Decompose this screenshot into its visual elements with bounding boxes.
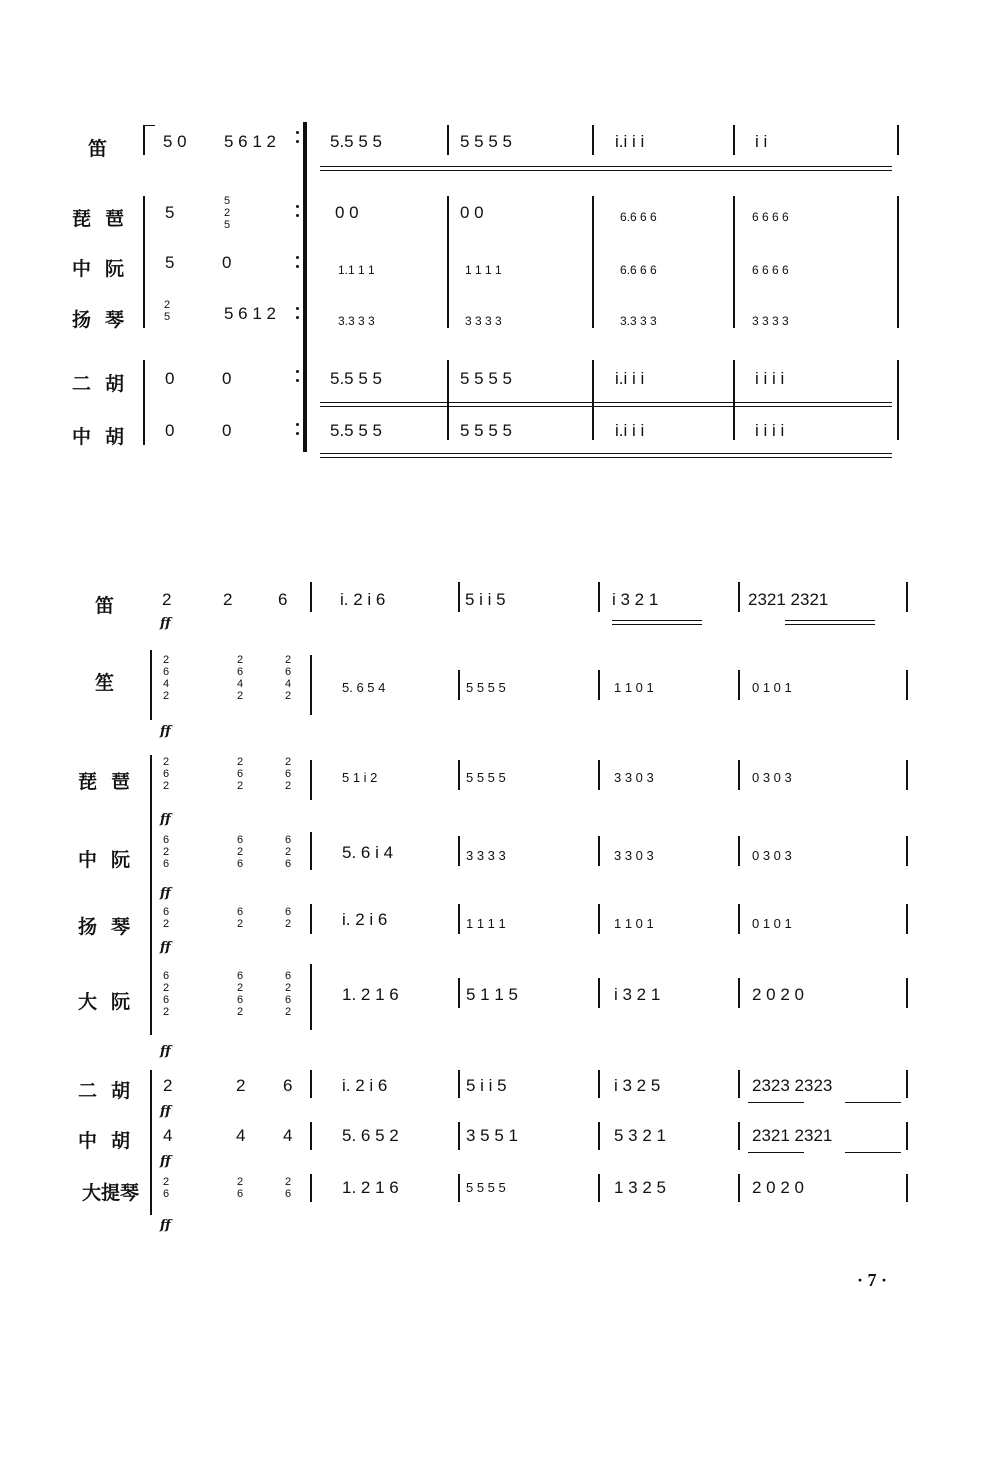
lead-chord: 2 6 <box>236 1176 244 1200</box>
barline <box>310 1070 312 1098</box>
lead-note: 5 <box>165 253 175 272</box>
lead-chord: 6 2 <box>284 906 292 930</box>
barline <box>310 655 312 715</box>
group-bracket <box>143 360 145 445</box>
barline <box>906 978 908 1008</box>
lead-chord: 5 2 5 <box>223 195 231 231</box>
repeat-dots <box>296 307 299 319</box>
barline <box>906 836 908 866</box>
repeat-dots <box>296 205 299 217</box>
measure-notes: 6.6 6 6 <box>620 210 657 224</box>
measure-notes: 6 6 6 6 <box>752 210 789 224</box>
crescendo-line <box>320 170 892 171</box>
barline <box>310 1174 312 1202</box>
measure-notes: i.i i i <box>615 132 645 151</box>
barline <box>310 964 312 1030</box>
barline <box>458 582 460 612</box>
barline <box>310 1122 312 1150</box>
measure-notes: 0 0 <box>335 203 359 222</box>
dynamic-marking: ff <box>160 812 171 827</box>
lead-chord: 6 2 6 <box>236 834 244 870</box>
measure-notes: 6 6 6 6 <box>752 263 789 277</box>
lead-note: 5 6 1 2 <box>224 304 276 323</box>
barline <box>598 1122 600 1150</box>
barline <box>906 760 908 790</box>
instrument-label: 大提琴 <box>82 1182 140 1204</box>
barline <box>458 1174 460 1202</box>
beam-line <box>612 624 702 625</box>
measure-notes: 3 3 3 3 <box>466 848 506 863</box>
barline <box>458 1070 460 1098</box>
barline <box>592 125 594 155</box>
barline <box>598 1174 600 1202</box>
measure-notes: 5 5 5 5 <box>460 369 512 388</box>
lead-note: 0 <box>165 421 175 440</box>
barline <box>738 1122 740 1150</box>
barline <box>310 904 312 934</box>
measure-notes: 1 1 1 1 <box>466 916 506 931</box>
instrument-label: 笙 <box>95 672 129 694</box>
repeat-dots <box>296 131 299 143</box>
measure-notes: 3.3 3 3 <box>338 314 375 328</box>
measure-notes: 5 1 1 5 <box>466 985 518 1004</box>
measure-notes: 5 1 i 2 <box>342 770 378 785</box>
lead-chord: 2 6 2 <box>284 756 292 792</box>
measure-notes: 6.6 6 6 <box>620 263 657 277</box>
barline <box>458 978 460 1008</box>
lead-chord: 6 2 6 2 <box>284 970 292 1018</box>
measure-notes: 1 1 0 1 <box>614 916 654 931</box>
measure-notes: 5.5 5 5 <box>330 369 382 388</box>
barline <box>447 360 449 440</box>
barline <box>738 760 740 790</box>
lead-note: 0 <box>222 421 232 440</box>
measure-notes: 0 1 0 1 <box>752 680 792 695</box>
measure-notes: 3.3 3 3 <box>620 314 657 328</box>
measure-notes: 5 5 5 5 <box>466 770 506 785</box>
measure-notes: 0 3 0 3 <box>752 848 792 863</box>
group-bracket <box>150 650 152 720</box>
barline <box>458 836 460 866</box>
instrument-label: 中胡 <box>78 1130 145 1152</box>
beam-line <box>785 624 875 625</box>
group-bracket <box>143 196 145 328</box>
barline <box>447 125 449 155</box>
beam-line <box>748 1152 804 1153</box>
barline <box>738 582 740 612</box>
lead-note: 4 <box>163 1126 173 1145</box>
lead-chord: 6 2 6 2 <box>162 970 170 1018</box>
lead-note: 0 <box>222 253 232 272</box>
dynamic-marking: ff <box>160 886 171 901</box>
beam-line <box>845 1152 901 1153</box>
barline <box>598 582 600 612</box>
lead-note: 2 <box>236 1076 246 1095</box>
measure-notes: 3 5 5 1 <box>466 1126 518 1145</box>
measure-notes: 3 3 0 3 <box>614 770 654 785</box>
lead-chord: 2 6 <box>162 1176 170 1200</box>
measure-notes: 5 5 5 5 <box>460 421 512 440</box>
lead-note: 0 <box>222 369 232 388</box>
barline <box>906 1122 908 1150</box>
beam-line <box>845 1102 901 1103</box>
dynamic-marking: ff <box>160 1044 171 1059</box>
dynamic-marking: ff <box>160 1104 171 1119</box>
measure-notes: 1.1 1 1 <box>338 263 375 277</box>
measure-notes: 2323 2323 <box>752 1076 833 1095</box>
barline <box>906 904 908 934</box>
barline <box>310 832 312 870</box>
beam-line <box>748 1102 804 1103</box>
measure-notes: 5 5 5 5 <box>466 680 506 695</box>
measure-notes: 5.5 5 5 <box>330 421 382 440</box>
measure-notes: 2321 2321 <box>748 590 829 609</box>
barline <box>458 670 460 700</box>
barline <box>738 670 740 700</box>
barline <box>310 760 312 800</box>
barline <box>897 196 899 328</box>
lead-note: 0 <box>165 369 175 388</box>
measure-notes: 2 0 2 0 <box>752 985 804 1004</box>
measure-notes: i. 2 i 6 <box>340 590 386 609</box>
measure-notes: 1 1 1 1 <box>465 263 502 277</box>
lead-note: 4 <box>283 1126 293 1145</box>
measure-notes: i.i i i <box>615 421 645 440</box>
barline <box>733 196 735 328</box>
repeat-dots <box>296 423 299 435</box>
measure-notes: 5. 6 5 2 <box>342 1126 399 1145</box>
beam-line <box>612 620 702 621</box>
measure-notes: 1 1 0 1 <box>614 680 654 695</box>
lead-chord: 6 2 <box>162 906 170 930</box>
instrument-label: 中阮 <box>78 849 145 871</box>
measure-notes: i 3 2 1 <box>612 590 659 609</box>
lead-note: 4 <box>236 1126 246 1145</box>
lead-chord: 2 6 4 2 <box>284 654 292 702</box>
measure-notes: 2 0 2 0 <box>752 1178 804 1197</box>
lead-chord: 2 6 4 2 <box>236 654 244 702</box>
measure-notes: 5 i i 5 <box>465 590 506 609</box>
barline <box>598 904 600 934</box>
measure-notes: 5.5 5 5 <box>330 132 382 151</box>
barline <box>738 836 740 866</box>
bracket-hook <box>143 125 155 126</box>
measure-notes: 5 3 2 1 <box>614 1126 666 1145</box>
measure-notes: 1. 2 1 6 <box>342 985 399 1004</box>
instrument-label: 笛 <box>95 595 129 617</box>
lead-note: 2 <box>223 590 233 609</box>
measure-notes: i 3 2 5 <box>614 1076 661 1095</box>
lead-chord: 6 2 6 2 <box>236 970 244 1018</box>
instrument-label: 中胡 <box>72 426 139 448</box>
barline <box>458 760 460 790</box>
dynamic-marking: ff <box>160 1218 171 1233</box>
measure-notes: 1 3 2 5 <box>614 1178 666 1197</box>
lead-chord: 2 6 <box>284 1176 292 1200</box>
barline <box>897 125 899 155</box>
measure-notes: 1. 2 1 6 <box>342 1178 399 1197</box>
measure-notes: i i <box>755 132 768 151</box>
crescendo-line <box>320 402 892 403</box>
instrument-label: 扬琴 <box>72 309 139 331</box>
beam-line <box>785 620 875 621</box>
barline <box>598 670 600 700</box>
barline <box>598 1070 600 1098</box>
measure-notes: i. 2 i 6 <box>342 1076 388 1095</box>
lead-chord: 6 2 <box>236 906 244 930</box>
instrument-label: 大阮 <box>78 991 145 1013</box>
measure-notes: 0 0 <box>460 203 484 222</box>
measure-notes: 2321 2321 <box>752 1126 833 1145</box>
measure-notes: 3 3 0 3 <box>614 848 654 863</box>
barline <box>738 1174 740 1202</box>
barline <box>738 904 740 934</box>
measure-notes: 5 i i 5 <box>466 1076 507 1095</box>
lead-note: 5 6 1 2 <box>224 132 276 151</box>
barline <box>738 978 740 1008</box>
group-bracket <box>150 1070 152 1215</box>
measure-notes: i.i i i <box>615 369 645 388</box>
measure-notes: 5 5 5 5 <box>460 132 512 151</box>
repeat-barline <box>303 122 307 452</box>
measure-notes: i i i i <box>755 421 785 440</box>
lead-chord: 6 2 6 <box>284 834 292 870</box>
barline <box>458 1122 460 1150</box>
crescendo-line <box>320 406 892 407</box>
barline <box>733 360 735 440</box>
instrument-label: 中阮 <box>72 258 139 280</box>
measure-notes: 3 3 3 3 <box>752 314 789 328</box>
instrument-label: 二胡 <box>72 373 139 395</box>
lead-note: 6 <box>278 590 288 609</box>
measure-notes: 5. 6 i 4 <box>342 843 394 862</box>
repeat-dots <box>296 370 299 382</box>
measure-notes: 3 3 3 3 <box>465 314 502 328</box>
dynamic-marking: ff <box>160 724 171 739</box>
barline <box>906 670 908 700</box>
lead-chord: 2 5 <box>163 299 171 323</box>
crescendo-line <box>320 166 892 167</box>
barline <box>598 978 600 1008</box>
barline <box>906 582 908 612</box>
measure-notes: i i i i <box>755 369 785 388</box>
instrument-label: 二胡 <box>78 1080 145 1102</box>
instrument-label: 琵琶 <box>72 208 139 230</box>
lead-note: 6 <box>283 1076 293 1095</box>
crescendo-line <box>320 457 892 458</box>
lead-note: 2 <box>163 1076 173 1095</box>
crescendo-line <box>320 453 892 454</box>
page-number: · 7 · <box>857 1270 888 1290</box>
barline <box>592 360 594 440</box>
barline <box>906 1070 908 1098</box>
barline <box>738 1070 740 1098</box>
repeat-dots <box>296 256 299 268</box>
lead-note: 2 <box>162 590 172 609</box>
group-bracket <box>150 755 152 1035</box>
lead-chord: 2 6 4 2 <box>162 654 170 702</box>
barline <box>906 1174 908 1202</box>
lead-chord: 2 6 2 <box>236 756 244 792</box>
lead-chord: 6 2 6 <box>162 834 170 870</box>
instrument-label: 笛 <box>88 138 122 160</box>
lead-note: 5 <box>165 203 175 222</box>
barline <box>310 582 312 612</box>
barline <box>598 760 600 790</box>
measure-notes: i. 2 i 6 <box>342 910 388 929</box>
barline <box>458 904 460 934</box>
group-bracket <box>143 125 145 155</box>
lead-note: 5 0 <box>163 132 187 151</box>
measure-notes: i 3 2 1 <box>614 985 661 1004</box>
measure-notes: 0 1 0 1 <box>752 916 792 931</box>
barline <box>897 360 899 440</box>
measure-notes: 5 5 5 5 <box>466 1180 506 1195</box>
barline <box>598 836 600 866</box>
measure-notes: 0 3 0 3 <box>752 770 792 785</box>
barline <box>733 125 735 155</box>
instrument-label: 琵琶 <box>78 771 145 793</box>
instrument-label: 扬琴 <box>78 916 145 938</box>
measure-notes: 5. 6 5 4 <box>342 680 386 695</box>
barline <box>592 196 594 328</box>
dynamic-marking: ff <box>160 1154 171 1169</box>
dynamic-marking: ff <box>160 616 171 631</box>
dynamic-marking: ff <box>160 940 171 955</box>
barline <box>447 196 449 328</box>
lead-chord: 2 6 2 <box>162 756 170 792</box>
